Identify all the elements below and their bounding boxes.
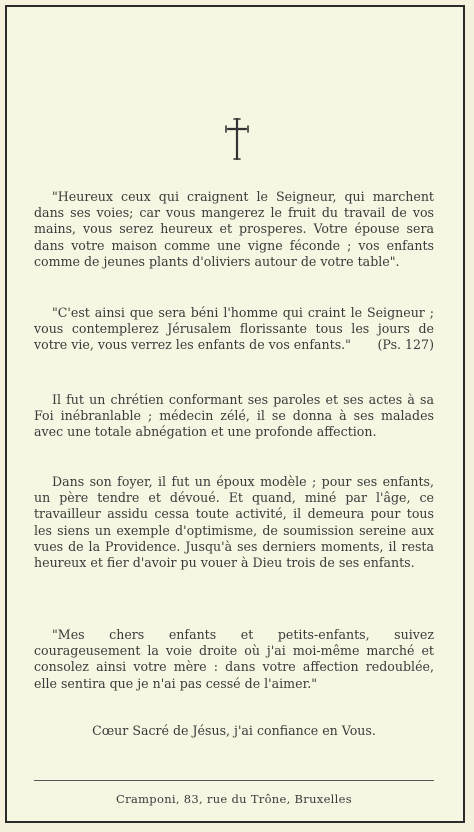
psalm-quote-2-text: "C'est ainsi que sera béni l'homme qui craint le Seigneur ; vous contemplerez Jérusalem florissante tous les jours de votre vie, vous verrez les enfants de vos enfants." (34, 305, 434, 353)
psalm-reference: (Ps. 127) (377, 337, 434, 353)
tribute-faith: Il fut un chrétien conformant ses paroles et ses actes à sa Foi inébranlable ; médecin zélé, il se donna à ses malades avec une totale abnégation et une profonde affection. (34, 392, 434, 440)
cross-icon (224, 117, 250, 161)
divider (34, 780, 434, 781)
prayer-line: Cœur Sacré de Jésus, j'ai confiance en Vous. (92, 723, 376, 738)
printer-imprint: Cramponi, 83, rue du Trône, Bruxelles (116, 792, 352, 806)
final-words-quote: "Mes chers enfants et petits-enfants, suivez courageusement la voie droite où j'ai moi-même marché et consolez ainsi votre mère : dans votre affection redoublée, elle sentira que je n'ai pas cessé de l'aimer." (34, 627, 434, 691)
psalm-quote-2 (34, 305, 434, 354)
psalm-quote-1: "Heureux ceux qui craignent le Seigneur, qui marchent dans ses voies; car vous mangerez le fruit du travail de vos mains, vous serez heureux et prosperes. Votre épouse sera dans votre maison comme une vigne féconde ; vos enfants comme de jeunes plants d'oliviers autour de votre table". (34, 189, 434, 269)
tribute-family: Dans son foyer, il fut un époux modèle ; pour ses enfants, un père tendre et dévoué. Et quand, miné par l'âge, ce travailleur assidu cessa toute activité, il demeura pour tous les siens un exemple d'optimisme, de soumission sereine aux vues de la Providence. Jusqu'à ses derniers moments, il resta heureux et fier d'avoir pu vouer à Dieu trois de ses enfants. (34, 474, 434, 571)
